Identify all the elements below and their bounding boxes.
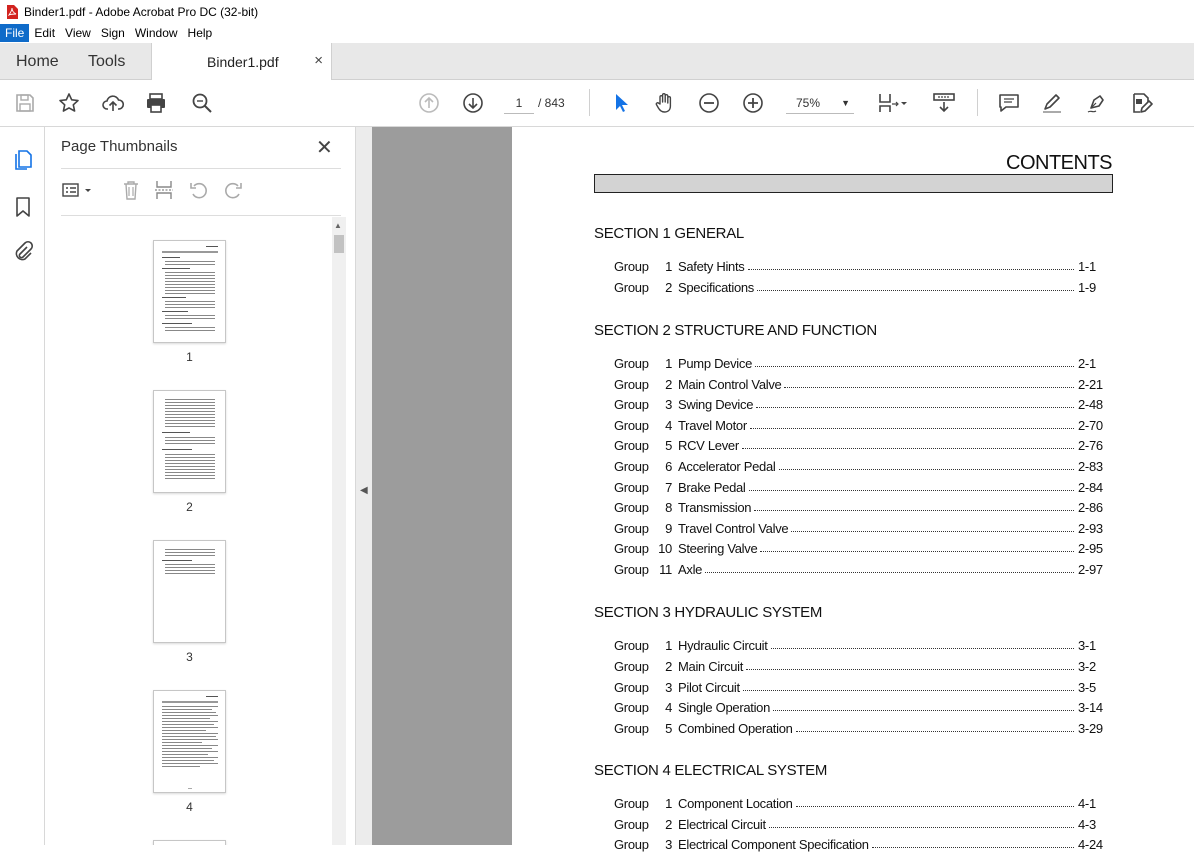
edit-document-icon[interactable] — [1129, 91, 1153, 115]
toc-group-label: Group — [614, 479, 649, 495]
toc-group-number: 3 — [665, 837, 672, 852]
toc-group-number: 9 — [665, 520, 672, 536]
menu-sign[interactable]: Sign — [100, 26, 125, 40]
document-view[interactable] — [372, 127, 1194, 852]
options-dropdown-icon[interactable] — [83, 179, 93, 201]
title-bar — [0, 0, 1194, 23]
tab-document[interactable] — [151, 43, 332, 81]
scroll-mode-icon[interactable] — [932, 91, 956, 115]
toc-entry[interactable] — [614, 499, 1104, 515]
toc-group-label: Group — [614, 796, 649, 811]
toc-group-number: 1 — [665, 259, 672, 274]
menu-window[interactable]: Window — [134, 26, 178, 40]
toc-entry-title: Axle — [678, 562, 703, 577]
page-total-count: / 843 — [538, 96, 565, 110]
toc-group-number: 1 — [665, 638, 672, 653]
toc-entry-title: Pump Device — [678, 356, 753, 371]
toc-entry[interactable] — [614, 376, 1104, 392]
page-thumbnail-4[interactable] — [153, 690, 226, 793]
toc-entry[interactable] — [614, 520, 1104, 536]
toc-entry[interactable] — [614, 437, 1104, 453]
toc-group-label: Group — [614, 376, 649, 392]
toc-entry-title: Hydraulic Circuit — [678, 638, 768, 653]
toc-entry-title: Swing Device — [678, 397, 754, 413]
toc-leader-dots — [756, 407, 1074, 408]
toc-entry[interactable] — [614, 355, 1104, 371]
comment-icon[interactable] — [997, 91, 1021, 115]
previous-page-icon[interactable] — [417, 91, 441, 115]
toc-group-number: 8 — [665, 500, 672, 516]
next-page-icon[interactable] — [461, 91, 485, 115]
toc-group-label: Group — [614, 459, 649, 474]
page-thumbnail-2[interactable] — [153, 390, 226, 493]
toc-leader-dots — [773, 710, 1074, 711]
toc-group-label: Group — [614, 356, 649, 371]
toc-entry-title: RCV Lever — [678, 438, 739, 454]
toc-group-label: Group — [614, 541, 649, 557]
toc-entry[interactable] — [614, 561, 1104, 577]
toc-entry[interactable] — [614, 479, 1104, 495]
toc-entry-title: Brake Pedal — [678, 479, 746, 495]
toc-group-label: Group — [614, 816, 649, 832]
toc-page-number: 1-9 — [1078, 279, 1096, 295]
toc-page-number: 2-48 — [1078, 397, 1103, 413]
thumbnail-scrollbar[interactable] — [332, 217, 346, 845]
menu-edit[interactable]: Edit — [34, 26, 56, 40]
toc-group-number: 2 — [665, 279, 672, 295]
tab-tools[interactable]: Tools — [88, 53, 126, 70]
toc-entry[interactable] — [614, 458, 1104, 474]
zoom-level-value: 75% — [796, 96, 821, 110]
toc-entry[interactable] — [614, 540, 1104, 556]
highlight-pen-icon[interactable] — [1040, 91, 1064, 115]
toc-page-number: 2-1 — [1078, 356, 1096, 371]
thumbnail-page-number: 3 — [186, 650, 193, 664]
toc-entry-title: Combined Operation — [678, 721, 793, 737]
toc-page-number: 2-84 — [1078, 479, 1103, 495]
toc-page-number: 4-3 — [1078, 816, 1096, 832]
tab-home[interactable]: Home — [16, 53, 59, 70]
toc-leader-dots — [742, 448, 1074, 449]
thumbnail-list — [45, 222, 345, 845]
toc-entry[interactable] — [614, 279, 1104, 295]
window-title: Binder1.pdf - Adobe Acrobat Pro DC (32-bit) — [24, 4, 259, 19]
toc-entry[interactable] — [614, 417, 1104, 433]
print-icon[interactable] — [144, 91, 168, 115]
toc-page-number: 3-2 — [1078, 658, 1096, 674]
toc-leader-dots — [796, 806, 1074, 807]
toc-entry[interactable] — [614, 679, 1104, 695]
upload-cloud-icon[interactable] — [101, 91, 125, 115]
toc-leader-dots — [779, 469, 1074, 470]
toolbar-separator — [977, 89, 978, 116]
toc-entry-title: Travel Motor — [678, 417, 747, 433]
toolbar — [0, 80, 1194, 127]
toc-group-label: Group — [614, 438, 649, 454]
toc-group-number: 7 — [665, 479, 672, 495]
attachment-paperclip-icon[interactable] — [11, 240, 35, 264]
contents-heading: CONTENTS — [1006, 152, 1112, 174]
toc-entry-title: Transmission — [678, 500, 752, 516]
toc-entry[interactable] — [614, 658, 1104, 674]
toc-group-label: Group — [614, 500, 649, 516]
toc-leader-dots — [743, 690, 1074, 691]
toc-group-label: Group — [614, 397, 649, 413]
scroll-up-arrow-icon[interactable]: ▲ — [334, 221, 342, 230]
toc-group-number: 1 — [665, 356, 672, 371]
toc-leader-dots — [760, 551, 1074, 552]
toc-group-number: 3 — [665, 397, 672, 413]
toc-leader-dots — [796, 731, 1074, 732]
toc-leader-dots — [771, 648, 1074, 649]
toc-group-number: 10 — [658, 541, 672, 557]
toc-entry[interactable] — [614, 795, 1104, 811]
sign-pen-icon[interactable] — [1085, 91, 1109, 115]
toc-group-label: Group — [614, 700, 649, 716]
toc-leader-dots — [705, 572, 1074, 573]
section-heading: SECTION 2 STRUCTURE AND FUNCTION — [594, 322, 877, 339]
toc-leader-dots — [757, 290, 1074, 291]
toc-page-number: 2-95 — [1078, 541, 1103, 557]
toc-entry-title: Accelerator Pedal — [678, 459, 776, 474]
toc-page-number: 3-29 — [1078, 721, 1103, 737]
thumbnail-page-number: 1 — [186, 350, 193, 364]
toc-group-number: 3 — [665, 679, 672, 695]
section-heading: SECTION 3 HYDRAULIC SYSTEM — [594, 604, 823, 621]
toc-page-number: 2-76 — [1078, 438, 1103, 454]
toc-leader-dots — [749, 490, 1074, 491]
panel-divider — [61, 168, 341, 169]
toc-group-number: 5 — [665, 438, 672, 454]
save-icon[interactable] — [13, 91, 37, 115]
scrollbar-thumb[interactable] — [334, 235, 344, 253]
panel-title: Page Thumbnails — [61, 138, 178, 155]
toc-page-number: 4-24 — [1078, 837, 1103, 852]
rotate-clockwise-icon[interactable] — [222, 179, 244, 201]
close-tab-icon[interactable]: × — [314, 52, 323, 69]
toc-entry-title: Main Circuit — [678, 658, 744, 674]
tab-bar — [0, 43, 1194, 80]
thumbnail-page-number: 4 — [186, 800, 193, 814]
toc-entry-title: Pilot Circuit — [678, 679, 740, 695]
delete-trash-icon[interactable] — [120, 179, 142, 201]
select-cursor-icon[interactable] — [609, 91, 633, 115]
toc-page-number: 4-1 — [1078, 796, 1096, 811]
toc-entry-title: Component Location — [678, 796, 793, 811]
toc-entry-title: Electrical Circuit — [678, 816, 766, 832]
toc-group-number: 2 — [665, 376, 672, 392]
toolbar-separator — [589, 89, 590, 116]
zoom-search-icon[interactable] — [190, 91, 214, 115]
toc-group-number: 2 — [665, 816, 672, 832]
acrobat-app-icon — [6, 5, 18, 19]
zoom-in-icon[interactable] — [741, 91, 765, 115]
hand-tool-icon[interactable] — [653, 91, 677, 115]
menu-help[interactable]: Help — [187, 26, 213, 40]
toc-entry-title: Steering Valve — [678, 541, 758, 557]
toc-entry-title: Single Operation — [678, 700, 771, 716]
toc-page-number: 3-5 — [1078, 679, 1096, 695]
pdf-page — [512, 127, 1194, 852]
toc-entry-title: Safety Hints — [678, 259, 745, 274]
toc-entry-title: Electrical Component Specification — [678, 837, 869, 852]
toc-page-number: 2-86 — [1078, 500, 1103, 516]
toc-entry-title: Specifications — [678, 279, 755, 295]
page-number-input[interactable]: 1 — [504, 92, 534, 114]
page-thumbnail-5[interactable] — [153, 840, 226, 845]
toc-leader-dots — [748, 269, 1075, 270]
toc-leader-dots — [746, 669, 1074, 670]
toc-group-number: 2 — [665, 658, 672, 674]
page-thumbnails-icon[interactable] — [11, 148, 35, 172]
toc-page-number: 2-21 — [1078, 376, 1103, 392]
menu-bar — [0, 23, 1194, 43]
zoom-level-select[interactable] — [786, 92, 854, 114]
menu-view[interactable]: View — [65, 26, 91, 40]
chevron-down-icon: ▼ — [841, 98, 850, 108]
toc-group-number: 6 — [665, 459, 672, 474]
collapse-panel-icon[interactable]: ◀ — [360, 485, 368, 496]
toc-leader-dots — [872, 847, 1074, 848]
toc-entry[interactable] — [614, 816, 1104, 832]
toc-entry-title: Travel Control Valve — [678, 520, 789, 536]
page-fit-dropdown-icon[interactable] — [899, 91, 909, 115]
toc-entry[interactable] — [614, 396, 1104, 412]
toc-group-label: Group — [614, 417, 649, 433]
panel-divider — [61, 215, 341, 216]
toc-group-label: Group — [614, 279, 649, 295]
bookmark-icon[interactable] — [11, 195, 35, 219]
toc-leader-dots — [784, 387, 1074, 388]
section-heading: SECTION 1 GENERAL — [594, 225, 744, 242]
extract-pages-icon[interactable] — [153, 179, 175, 201]
toc-group-number: 1 — [665, 796, 672, 811]
close-panel-icon[interactable]: ✕ — [316, 137, 333, 159]
document-tab-label: Binder1.pdf — [207, 54, 279, 70]
toc-leader-dots — [755, 366, 1074, 367]
toc-page-number: 2-97 — [1078, 562, 1103, 577]
toc-page-number: 3-1 — [1078, 638, 1096, 653]
menu-file[interactable]: File — [0, 24, 29, 42]
toc-group-number: 4 — [665, 417, 672, 433]
zoom-out-icon[interactable] — [697, 91, 721, 115]
toc-entry[interactable] — [614, 258, 1104, 274]
page-thumbnail-1[interactable] — [153, 240, 226, 343]
rotate-counterclockwise-icon[interactable] — [188, 179, 210, 201]
toc-leader-dots — [791, 531, 1074, 532]
toc-page-number: 2-83 — [1078, 459, 1103, 474]
toc-group-number: 5 — [665, 721, 672, 737]
contents-heading-bar — [594, 174, 1113, 193]
toc-group-label: Group — [614, 837, 649, 852]
toc-leader-dots — [750, 428, 1074, 429]
toc-entry[interactable] — [614, 637, 1104, 653]
toc-group-label: Group — [614, 638, 649, 653]
thumbnail-page-number: 2 — [186, 500, 193, 514]
toc-page-number: 1-1 — [1078, 259, 1096, 274]
page-thumbnail-3[interactable] — [153, 540, 226, 643]
toc-page-number: 2-93 — [1078, 520, 1103, 536]
toc-leader-dots — [769, 827, 1074, 828]
thumbnail-options-icon[interactable] — [61, 179, 83, 201]
toc-page-number: 2-70 — [1078, 417, 1103, 433]
toc-entry[interactable] — [614, 720, 1104, 736]
toc-group-label: Group — [614, 520, 649, 536]
toc-group-label: Group — [614, 562, 649, 577]
bookmark-star-icon[interactable] — [57, 91, 81, 115]
page-fit-icon[interactable] — [876, 91, 900, 115]
toc-group-label: Group — [614, 658, 649, 674]
toc-entry-title: Main Control Valve — [678, 376, 782, 392]
panel-splitter[interactable] — [355, 127, 372, 845]
toc-group-number: 4 — [665, 700, 672, 716]
toc-group-number: 11 — [659, 562, 672, 577]
toc-entry[interactable] — [614, 836, 1104, 852]
toc-group-label: Group — [614, 721, 649, 737]
section-heading: SECTION 4 ELECTRICAL SYSTEM — [594, 762, 828, 779]
page-thumbnails-panel — [45, 127, 356, 845]
left-navigation-rail — [0, 127, 45, 845]
toc-group-label: Group — [614, 259, 649, 274]
toc-group-label: Group — [614, 679, 649, 695]
toc-leader-dots — [754, 510, 1074, 511]
panel-toolbar — [45, 173, 356, 207]
toc-page-number: 3-14 — [1078, 700, 1103, 716]
toc-entry[interactable] — [614, 699, 1104, 715]
